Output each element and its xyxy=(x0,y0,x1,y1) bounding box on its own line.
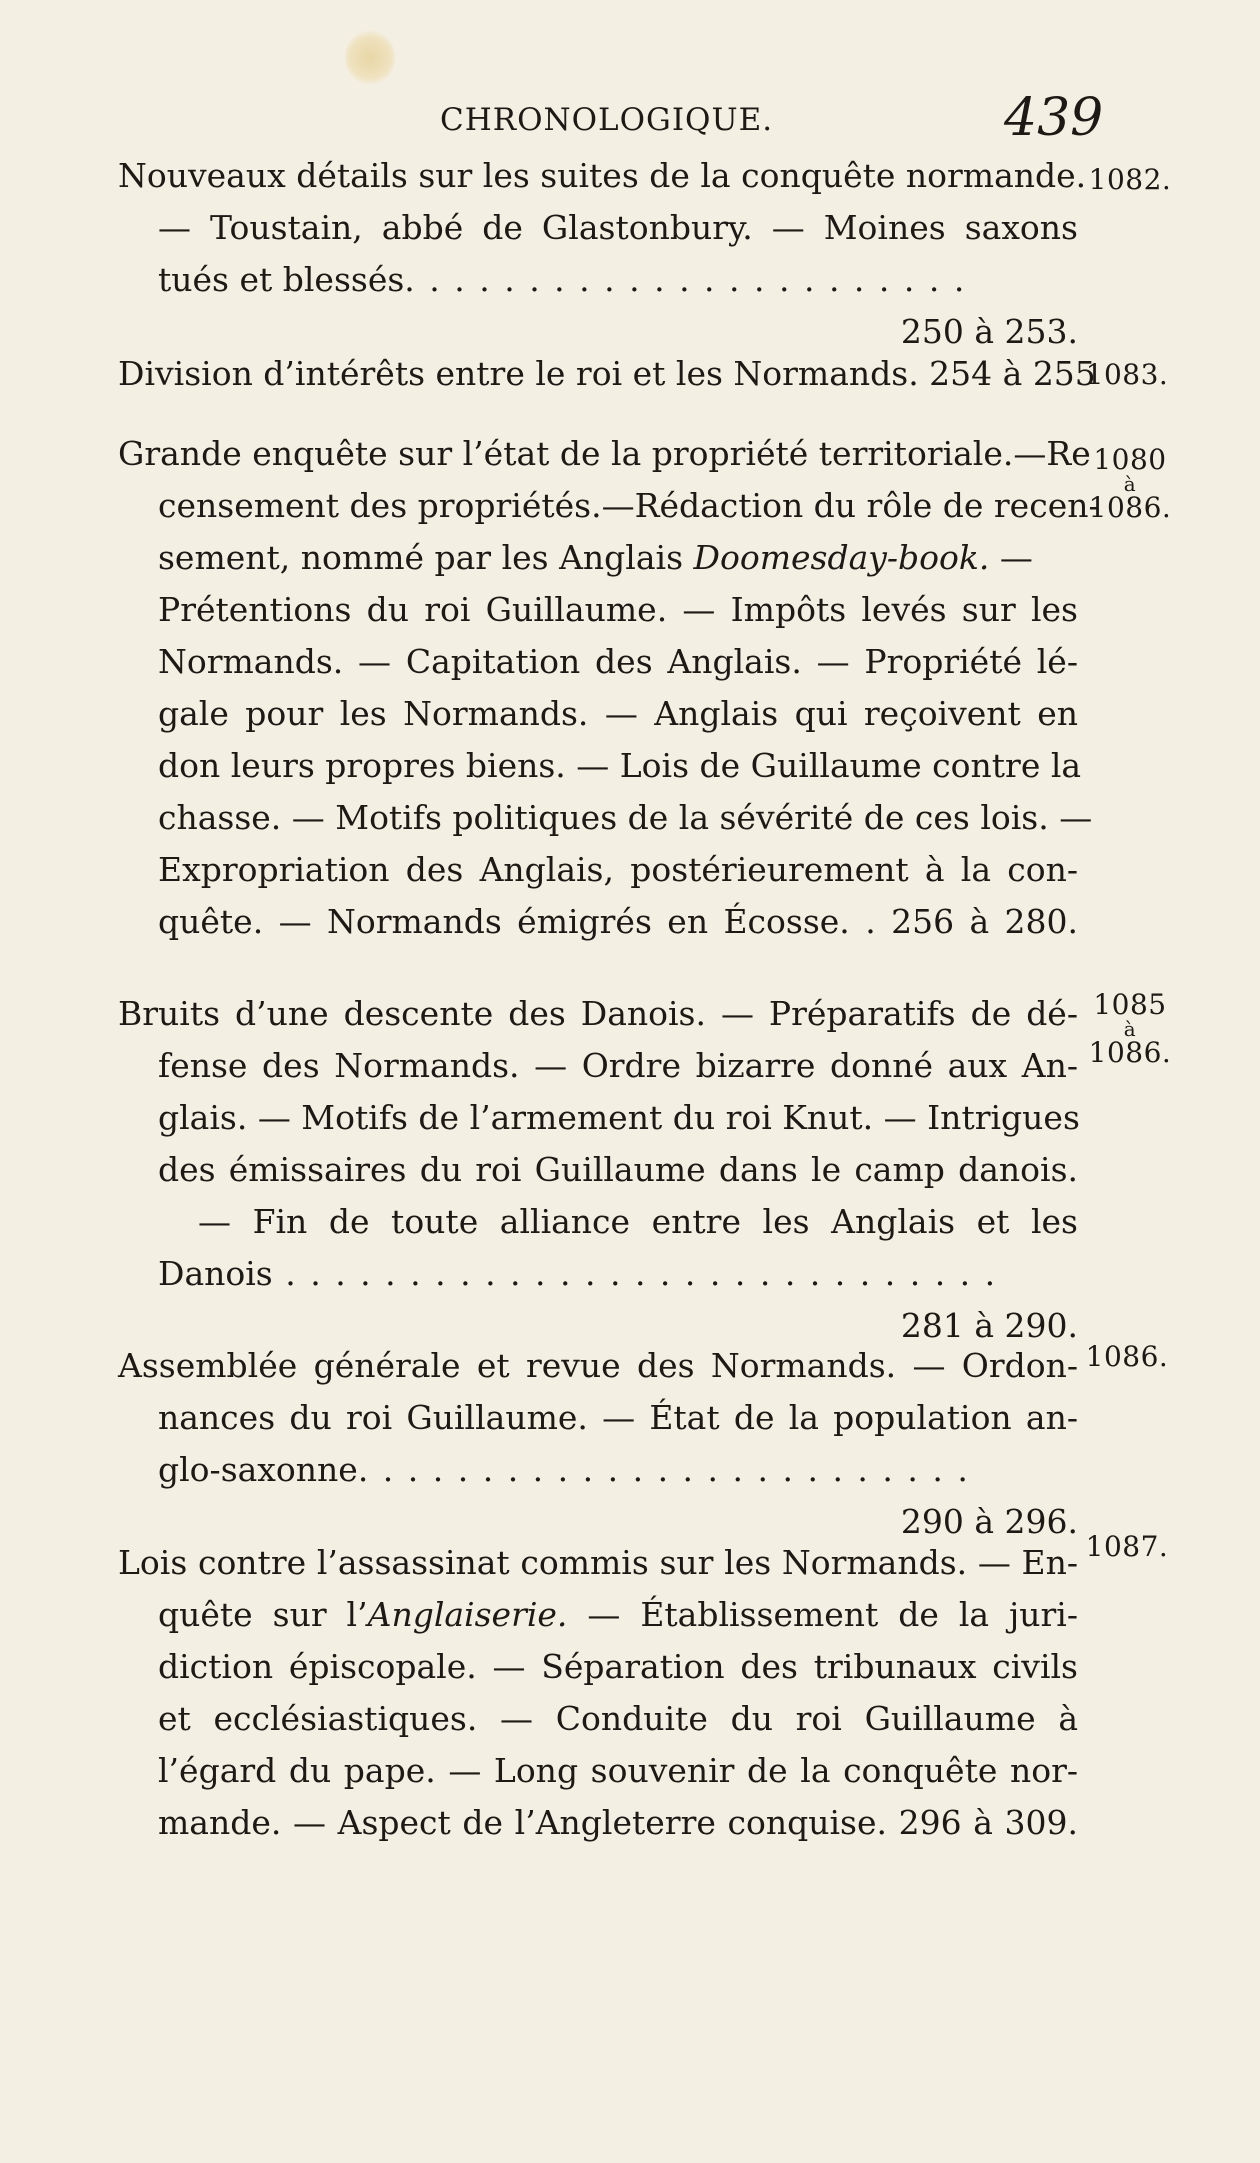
entry-line: — Toustain, abbé de Glastonbury. — Moines saxons xyxy=(158,208,1078,247)
year-separator: à xyxy=(1123,472,1137,496)
running-title: CHRONOLOGIQUE. xyxy=(440,102,774,138)
page-range: 290 à 296. xyxy=(900,1502,1078,1541)
page-number: 439 xyxy=(1004,88,1104,148)
entry-line-with-leader xyxy=(118,1444,1078,1541)
entry-line: Normands. — Capitation des Anglais. — Propriété lé- xyxy=(158,642,1078,681)
entry-line: fense des Normands. — Ordre bizarre donné aux An- xyxy=(158,1046,1078,1085)
page-range: 250 à 253. xyxy=(900,312,1078,351)
entry-line: Assemblée générale et revue des Normands. — Ordon- xyxy=(118,1346,1078,1385)
toc-entry xyxy=(118,428,1100,948)
entry-line: chasse. — Motifs politiques de la sévérité de ces lois. — xyxy=(158,798,1093,837)
year: 1087. xyxy=(1085,1530,1169,1563)
entry-line: et ecclésiastiques. — Conduite du roi Guillaume à xyxy=(158,1699,1078,1738)
entry-text: Danois xyxy=(158,1254,273,1293)
entry-text: tués et blessés xyxy=(158,260,405,299)
year-margin-note xyxy=(1082,360,1172,390)
year: 1085 xyxy=(1093,988,1167,1021)
dot-leader: . . . . . . . . . . . . . . . . . . . . . . . xyxy=(404,260,967,299)
toc-entry xyxy=(118,150,1087,358)
emphasized-term: Anglaiserie. xyxy=(367,1595,568,1634)
entry-line: Prétentions du roi Guillaume. — Impôts levés sur les xyxy=(158,590,1078,629)
year-margin-note xyxy=(1085,165,1175,195)
entry-line xyxy=(118,532,1078,584)
entry-line: nances du roi Guillaume. — État de la population an- xyxy=(158,1398,1078,1437)
year-margin-note xyxy=(1082,1532,1172,1562)
entry-text: glo-saxonne xyxy=(158,1450,358,1489)
entry-line: mande. — Aspect de l’Angleterre conquise. 296 à 309. xyxy=(158,1803,1078,1842)
entry-line: don leurs propres biens. — Lois de Guillaume contre la xyxy=(158,746,1082,785)
entry-line: — Fin de toute alliance entre les Anglais et les xyxy=(198,1202,1078,1241)
entry-line: Nouveaux détails sur les suites de la conquête normande. xyxy=(118,156,1087,195)
paper-stain xyxy=(345,30,395,85)
entry-line: diction épiscopale. — Séparation des tribunaux civils xyxy=(158,1647,1078,1686)
year: 1080 xyxy=(1093,443,1167,476)
entry-text: quête sur l’ xyxy=(158,1595,368,1634)
entry-line: des émissaires du roi Guillaume dans le camp danois. xyxy=(158,1150,1078,1189)
entry-line: l’égard du pape. — Long souvenir de la conquête nor- xyxy=(158,1751,1078,1790)
toc-entry xyxy=(118,1537,1078,1849)
entry-line xyxy=(118,1589,1078,1641)
year: 1083. xyxy=(1085,358,1169,391)
year: 1082. xyxy=(1088,163,1172,196)
entry-line: Grande enquête sur l’état de la propriété territoriale.—Re xyxy=(118,434,1091,473)
entry-line: gale pour les Normands. — Anglais qui reçoivent en xyxy=(158,694,1078,733)
entry-line: glais. — Motifs de l’armement du roi Knut. — Intrigues xyxy=(158,1098,1080,1137)
year-margin-note xyxy=(1080,990,1180,1068)
year-margin-note xyxy=(1080,445,1180,523)
entry-text: sement, nommé par les Anglais xyxy=(158,538,694,577)
entry-line: Bruits d’une descente des Danois. — Préparatifs de dé- xyxy=(118,994,1078,1033)
year: 1086. xyxy=(1088,1036,1172,1069)
year: 1086. xyxy=(1085,1340,1169,1373)
toc-entry xyxy=(118,348,1096,400)
year-margin-note xyxy=(1082,1342,1172,1372)
entry-text: — Établissement de la juri- xyxy=(567,1595,1078,1634)
year: 1086. xyxy=(1088,491,1172,524)
entry-text: — xyxy=(989,538,1033,577)
year-separator: à xyxy=(1123,1017,1137,1041)
entry-line: Expropriation des Anglais, postérieurement à la con- xyxy=(158,850,1078,889)
entry-line: quête. — Normands émigrés en Écosse. . 256 à 280. xyxy=(158,902,1078,941)
entry-line-with-leader xyxy=(118,254,1078,351)
entry-line-with-leader xyxy=(118,1248,1078,1345)
book-title: Doomesday-book. xyxy=(693,538,990,577)
toc-entry xyxy=(118,988,1078,1352)
page-range: 281 à 290. xyxy=(900,1306,1078,1345)
entry-line: censement des propriétés.—Rédaction du rôle de recen- xyxy=(158,486,1100,525)
entry-line: Lois contre l’assassinat commis sur les Normands. — En- xyxy=(118,1543,1078,1582)
dot-leader: . . . . . . . . . . . . . . . . . . . . . . . . . . . . . xyxy=(272,1254,998,1293)
entry-line: Division d’intérêts entre le roi et les Normands. 254 à 255 xyxy=(118,354,1096,393)
dot-leader: . . . . . . . . . . . . . . . . . . . . . . . . . xyxy=(357,1450,970,1489)
toc-entry xyxy=(118,1340,1078,1548)
